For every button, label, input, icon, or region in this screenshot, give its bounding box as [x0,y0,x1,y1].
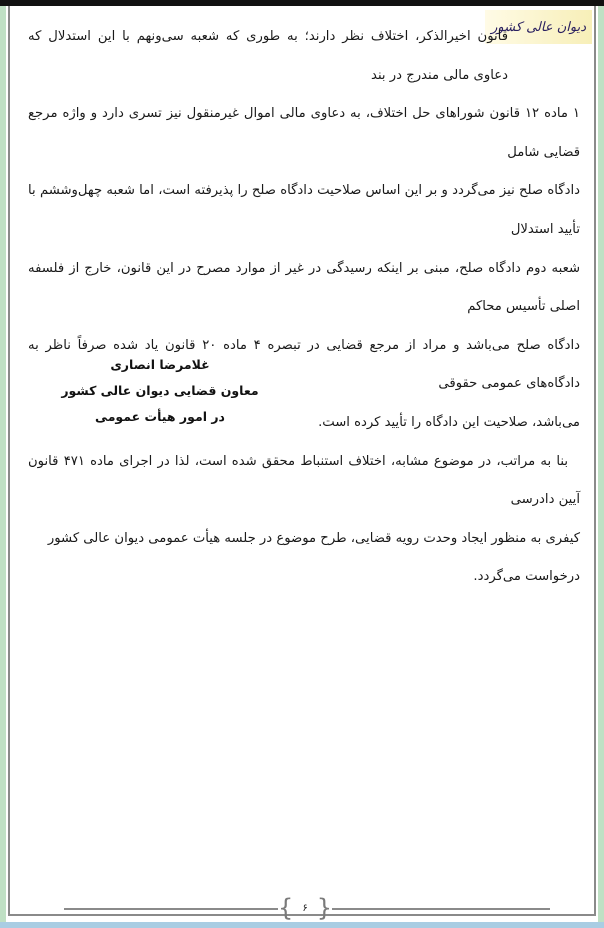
header-badge: دیوان عالی کشور [485,10,592,44]
signature-block [50,352,270,430]
signatory-name: غلامرضا انصاری [110,357,210,372]
footer-rule-left [64,908,278,910]
paragraph-1-line-3: دادگاه صلح نیز می‌گردد و بر این اساس صلاحیت دادگاه صلح را پذیرفته است، اما شعبه چهل‌وششم با تأیید استدلال [28,183,580,237]
paragraph-1-line-2: ۱ ماده ۱۲ قانون شوراهای حل اختلاف، به دعاوی مالی اموال غیرمنقول نیز تسری دارد و واژه مرجع قضایی شامل [28,106,581,160]
paragraph-2-line-1: بنا به مراتب، در موضوع مشابه، اختلاف استنباط محقق شده است، لذا در اجرای ماده ۴۷۱ قانون آیین دادرسی [28,453,580,508]
footer-rule-right [332,908,550,910]
bottom-strip [0,922,604,928]
page-footer [10,896,594,920]
document-body [28,18,580,597]
signatory-title: معاون قضایی دیوان عالی کشور [61,383,259,398]
bracket-close-icon: } [316,894,332,922]
paragraph-1-line-4: شعبه دوم دادگاه صلح، مبنی بر اینکه رسیدگی در غیر از موارد مصرح در این قانون، خارج از فلسفه اصلی تأسیس محاکم [28,260,580,315]
page-number-box [278,896,332,920]
document-page [8,6,596,922]
paragraph-2-line-2: کیفری به منظور ایجاد وحدت رویه قضایی، طرح موضوع در جلسه هیأت عمومی دیوان عالی کشور درخواست می‌گردد. [47,530,580,585]
paragraph-1-line-5: دادگاه صلح می‌باشد و مراد از مرجع قضایی در تبصره ۴ ماده ۲۰ قانون یاد شده صرفاً ناظر به دادگاه‌های عمومی حقوقی [28,337,581,392]
paragraph-1-line-1: قانون اخیرالذکر، اختلاف نظر دارند؛ به طوری که شعبه سی‌ونهم با این استدلال که دعاوی مالی مندرج در بند [28,29,508,83]
page-number: ۶ [302,902,308,914]
paragraph-1-line-6: می‌باشد، صلاحیت این دادگاه را تأیید کرده است. [318,414,580,430]
signatory-department: در امور هیأت عمومی [95,409,225,424]
bracket-open-icon: { [278,894,294,922]
